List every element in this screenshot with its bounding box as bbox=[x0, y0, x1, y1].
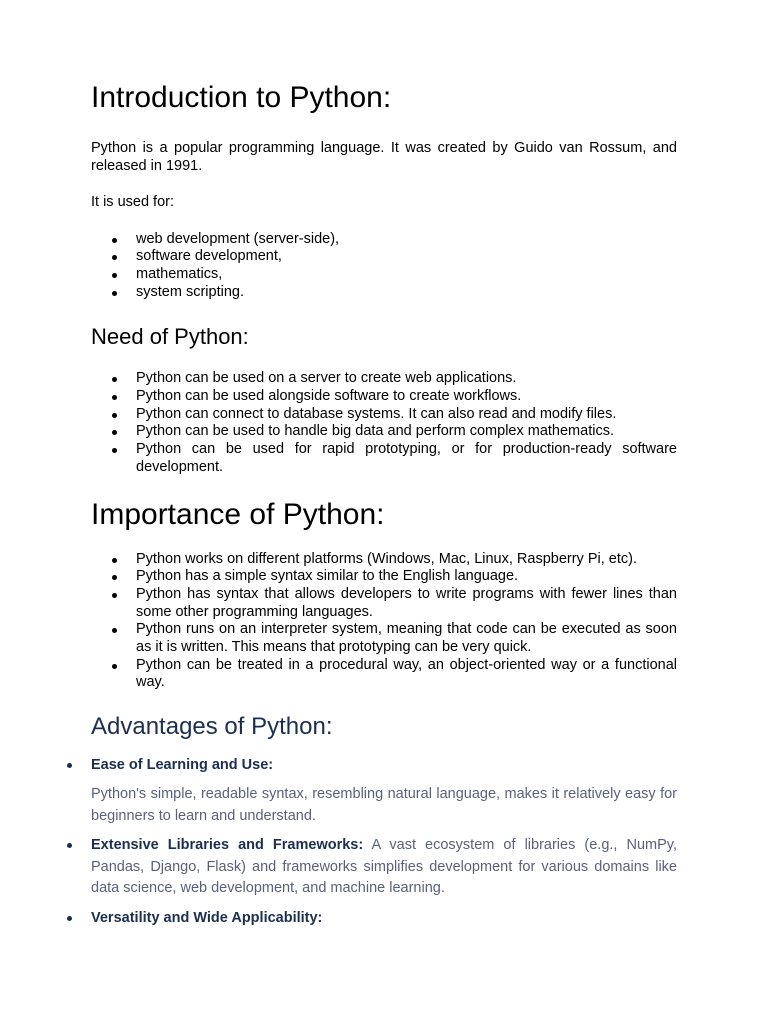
list-item bbox=[91, 621, 677, 656]
bullet-icon bbox=[67, 763, 72, 768]
bullet-icon bbox=[112, 628, 117, 633]
list-item-text: Python runs on an interpreter system, meaning that code can be executed as soon as it is written. This means that prototyping can be very quick. bbox=[136, 621, 677, 656]
bullet-icon bbox=[112, 377, 117, 382]
list-item-text: Python can be treated in a procedural way, an object-oriented way or a functional way. bbox=[136, 656, 677, 691]
list-item-text: Python can be used for rapid prototyping, or for production-ready software development. bbox=[136, 441, 677, 475]
list-item-text: Python has syntax that allows developers to write programs with fewer lines than some other programming languages. bbox=[136, 585, 677, 620]
list-item bbox=[91, 284, 677, 302]
advantage-title: Ease of Learning and Use: bbox=[91, 757, 274, 774]
list-item-text: software development, bbox=[136, 248, 282, 265]
list-item-text: Python has a simple syntax similar to the English language. bbox=[136, 568, 519, 585]
list-item bbox=[91, 388, 677, 406]
bullet-icon bbox=[112, 255, 117, 260]
advantage-item bbox=[0, 835, 677, 900]
list-item-text: Python can be used on a server to create web applications. bbox=[136, 370, 517, 387]
list-item-text: Python can be used alongside software to create workflows. bbox=[136, 388, 522, 405]
list-item bbox=[91, 266, 677, 284]
heading-introduction: Introduction to Python: bbox=[91, 81, 392, 114]
list-item bbox=[91, 441, 677, 476]
heading-need: Need of Python: bbox=[91, 324, 249, 350]
bullet-icon bbox=[112, 558, 117, 563]
bullet-icon bbox=[112, 273, 117, 278]
bullet-icon bbox=[112, 291, 117, 296]
bullet-icon bbox=[112, 593, 117, 598]
bullet-icon bbox=[112, 238, 117, 243]
list-item bbox=[91, 657, 677, 692]
advantage-paragraph bbox=[91, 835, 677, 900]
bullet-icon bbox=[112, 664, 117, 669]
list-item-text: system scripting. bbox=[136, 283, 244, 300]
advantage-item bbox=[0, 908, 677, 929]
list-item bbox=[91, 586, 677, 621]
heading-importance: Importance of Python: bbox=[91, 497, 385, 531]
need-list bbox=[91, 370, 677, 476]
bullet-icon bbox=[67, 843, 72, 848]
bullet-icon bbox=[112, 430, 117, 435]
bullet-icon bbox=[112, 448, 117, 453]
list-item bbox=[91, 370, 677, 388]
uses-list bbox=[91, 231, 677, 302]
advantage-title: Extensive Libraries and Frameworks: bbox=[91, 837, 364, 854]
list-item bbox=[91, 231, 677, 249]
list-item bbox=[91, 568, 677, 586]
document-content bbox=[91, 78, 677, 937]
used-for-label: It is used for: bbox=[91, 194, 175, 210]
list-item bbox=[91, 406, 677, 424]
list-item-text: Python can connect to database systems. It can also read and modify files. bbox=[136, 405, 617, 422]
bullet-icon bbox=[112, 395, 117, 400]
advantage-title: Versatility and Wide Applicability: bbox=[91, 909, 323, 926]
advantage-description: A vast ecosystem of libraries (e.g., NumPy, Pandas, Django, Flask) and frameworks simplifies development for various domains like data science, web development, and machine learning. bbox=[91, 837, 677, 897]
list-item-text: Python can be used to handle big data and perform complex mathematics. bbox=[136, 423, 614, 440]
list-item bbox=[91, 423, 677, 441]
bullet-icon bbox=[112, 413, 117, 418]
intro-paragraph: Python is a popular programming language. It was created by Guido van Rossum, and released in 1991. bbox=[91, 140, 677, 174]
advantages-list bbox=[0, 755, 677, 929]
heading-advantages: Advantages of Python: bbox=[91, 713, 333, 741]
list-item bbox=[91, 248, 677, 266]
bullet-icon bbox=[67, 916, 72, 921]
bullet-icon bbox=[112, 575, 117, 580]
list-item bbox=[91, 551, 677, 569]
list-item-text: mathematics, bbox=[136, 265, 223, 282]
list-item-text: web development (server-side), bbox=[136, 230, 340, 247]
advantage-description: Python's simple, readable syntax, resembling natural language, makes it relatively easy for beginners to learn and understand. bbox=[91, 786, 677, 824]
list-item-text: Python works on different platforms (Windows, Mac, Linux, Raspberry Pi, etc). bbox=[136, 550, 637, 567]
advantage-item bbox=[0, 755, 677, 827]
importance-list bbox=[91, 551, 677, 693]
